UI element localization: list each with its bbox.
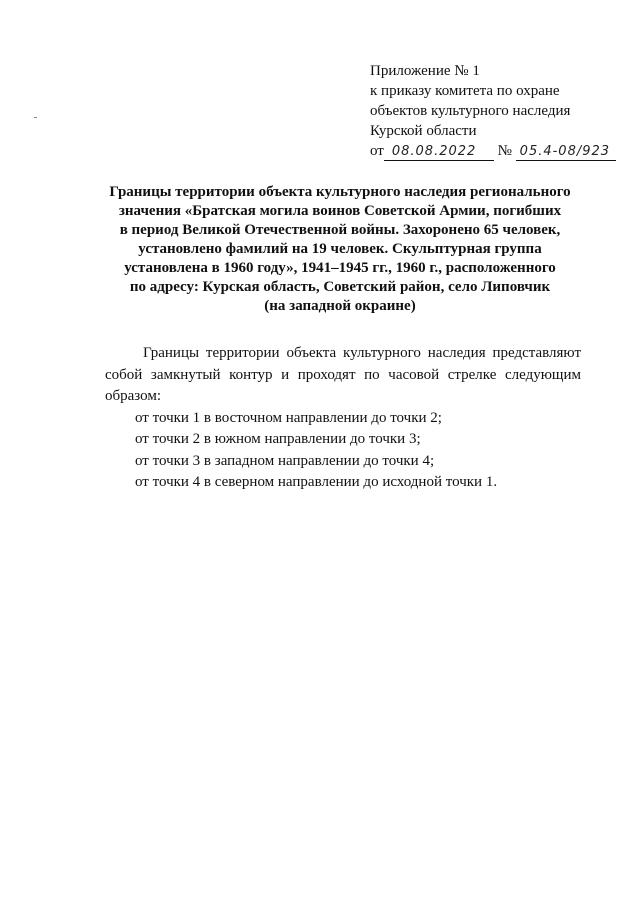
from-label: от [370, 143, 384, 159]
appendix-date-number-line [370, 141, 632, 161]
boundary-item: от точки 2 в южном направлении до точки 3; [135, 431, 421, 447]
intro-paragraph: Границы территории объекта культурного наследия представляют собой замкнутый контур и проходят по часовой стрелке следующим образом: [105, 345, 581, 404]
handwritten-number: 05.4-08/923 [516, 144, 616, 161]
title-line: значения «Братская могила воинов Советской Армии, погибших [118, 203, 562, 219]
handwritten-date: 08.08.2022 [384, 144, 494, 161]
appendix-header [370, 61, 632, 161]
boundary-item: от точки 1 в восточном направлении до точки 2; [135, 409, 442, 426]
boundary-item: от точки 4 в северном направлении до исходной точки 1. [135, 474, 498, 490]
title-line: Границы территории объекта культурного наследия регионального [109, 184, 571, 200]
appendix-region: Курской области [370, 123, 477, 139]
appendix-order-ref: к приказу комитета по охране [370, 83, 560, 99]
appendix-committee: объектов культурного наследия [370, 103, 571, 119]
title-line: по адресу: Курская область, Советский район, село Липовчик [129, 279, 551, 295]
document-title [90, 183, 590, 316]
document-body [105, 343, 581, 494]
title-line: установлено фамилий на 19 человек. Скульптурная группа [138, 241, 542, 257]
boundary-item: от точки 3 в западном направлении до точки 4; [135, 452, 435, 469]
number-label: № [497, 143, 512, 159]
scan-mark [34, 117, 37, 118]
title-line: в период Великой Отечественной войны. Захоронено 65 человек, [119, 222, 561, 238]
appendix-number: Приложение № 1 [370, 63, 480, 79]
title-line: (на западной окраине) [264, 298, 416, 314]
title-line: установлена в 1960 году», 1941–1945 гг., 1960 г., расположенного [124, 260, 556, 276]
